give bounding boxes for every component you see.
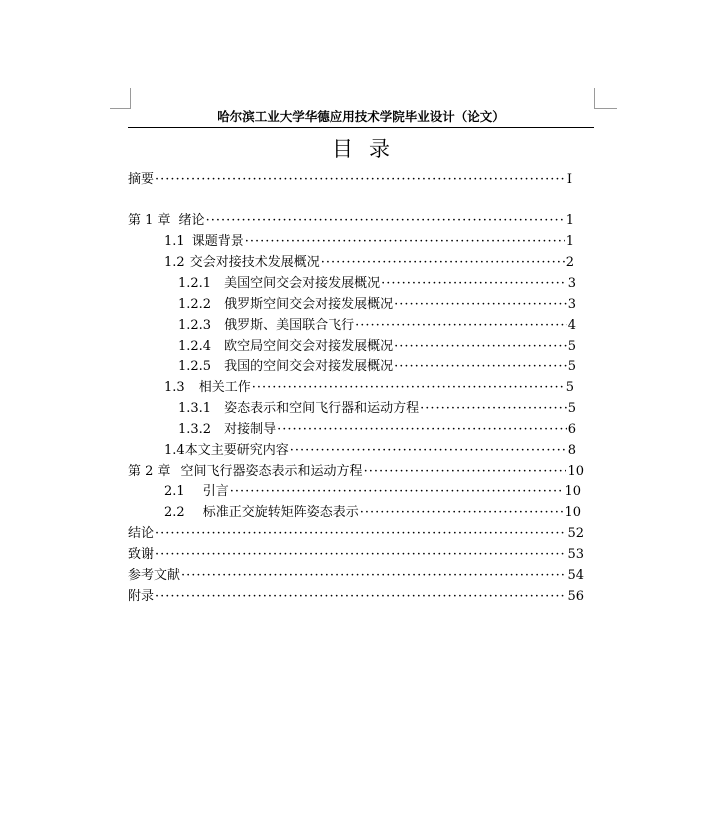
toc-entry-number: 1.2 xyxy=(164,255,185,270)
toc-dot-leader xyxy=(181,566,566,586)
toc-entry-number: 1.1 xyxy=(164,234,185,249)
toc-entry-page-number: 5 xyxy=(567,359,576,374)
toc-entry-page-number: 53 xyxy=(567,547,584,562)
toc-entry[interactable] xyxy=(164,378,574,398)
toc-dot-leader xyxy=(355,316,567,336)
toc-entry-label: 空间飞行器姿态表示和运动方程 xyxy=(180,464,363,479)
toc-dot-leader xyxy=(420,399,567,419)
toc-entry[interactable] xyxy=(164,232,574,252)
toc-dot-leader xyxy=(381,274,567,294)
toc-entry-page-number: 8 xyxy=(567,443,576,458)
toc-dot-leader xyxy=(155,170,566,190)
toc-entry[interactable] xyxy=(128,524,584,544)
toc-entry-number: 第 1 章 xyxy=(128,213,171,228)
toc-entry-page-number: 56 xyxy=(567,589,584,604)
toc-entry-label: 摘要 xyxy=(128,172,155,187)
toc-entry-page-number: 2 xyxy=(565,255,574,270)
toc-entry-page-number: 4 xyxy=(567,318,576,333)
toc-dot-leader xyxy=(394,337,567,357)
toc-entry-label: 致谢 xyxy=(128,547,155,562)
toc-entry-page-number: 6 xyxy=(567,422,576,437)
toc-entry[interactable] xyxy=(128,587,584,607)
toc-entry[interactable] xyxy=(178,274,576,294)
page-header-title: 哈尔滨工业大学华德应用技术学院毕业设计（论文） xyxy=(217,109,505,124)
toc-entry[interactable] xyxy=(178,399,576,419)
toc-entry-label: 引言 xyxy=(202,484,229,499)
toc-entry-page-number: 5 xyxy=(565,380,574,395)
toc-entry[interactable] xyxy=(178,420,576,440)
toc-entry-label: 美国空间交会对接发展概况 xyxy=(224,276,381,291)
toc-entry-number: 1.4 xyxy=(164,443,185,458)
toc-entry[interactable] xyxy=(164,441,576,461)
toc-dot-leader xyxy=(360,503,564,523)
toc-dot-leader xyxy=(155,524,566,544)
toc-dot-leader xyxy=(155,587,566,607)
toc-entry[interactable] xyxy=(164,253,574,273)
toc-entry[interactable] xyxy=(164,503,581,523)
toc-entry[interactable] xyxy=(128,545,584,565)
toc-dot-leader xyxy=(277,420,567,440)
toc-dot-leader xyxy=(245,232,565,252)
toc-dot-leader xyxy=(364,462,567,482)
page-corner-mark-top-right xyxy=(594,88,617,109)
toc-entry-label: 俄罗斯空间交会对接发展概况 xyxy=(224,297,394,312)
toc-entry[interactable] xyxy=(178,337,576,357)
toc-entry-page-number: 1 xyxy=(565,234,574,249)
toc-dot-leader xyxy=(394,357,567,377)
toc-dot-leader xyxy=(252,378,565,398)
toc-entry-number: 1.2.5 xyxy=(178,359,212,374)
toc-entry[interactable] xyxy=(178,357,576,377)
toc-entry-page-number: 1 xyxy=(565,213,574,228)
toc-entry-label: 欧空局空间交会对接发展概况 xyxy=(224,339,394,354)
toc-dot-leader xyxy=(290,441,567,461)
toc-entry-label: 俄罗斯、美国联合飞行 xyxy=(224,318,355,333)
toc-entry-page-number: 5 xyxy=(567,401,576,416)
toc-entry-page-number: 10 xyxy=(564,484,581,499)
toc-entry-page-number: 10 xyxy=(567,464,584,479)
toc-entry-number: 1.3.2 xyxy=(178,422,212,437)
toc-dot-leader xyxy=(230,482,564,502)
toc-entry-number: 1.3.1 xyxy=(178,401,212,416)
toc-dot-leader xyxy=(206,211,565,231)
toc-entry-number: 第 2 章 xyxy=(128,464,171,479)
toc-entry-number: 1.3 xyxy=(164,380,185,395)
toc-entry[interactable] xyxy=(178,295,576,315)
toc-entry[interactable] xyxy=(128,211,574,231)
toc-entry-page-number: 5 xyxy=(567,339,576,354)
toc-entry-page-number: I xyxy=(566,172,572,187)
toc-entry-page-number: 52 xyxy=(567,526,584,541)
toc-entry-label: 参考文献 xyxy=(128,568,181,583)
toc-entry-label: 本文主要研究内容 xyxy=(184,443,289,458)
toc-entry-label: 交会对接技术发展概况 xyxy=(189,255,320,270)
toc-dot-leader xyxy=(394,295,567,315)
toc-entry-label: 对接制导 xyxy=(224,422,277,437)
toc-entry-number: 1.2.3 xyxy=(178,318,212,333)
toc-entry-label: 课题背景 xyxy=(191,234,244,249)
toc-entry-label: 我国的空间交会对接发展概况 xyxy=(224,359,394,374)
toc-entry-number: 1.2.4 xyxy=(178,339,212,354)
toc-entry-number: 2.1 xyxy=(164,484,185,499)
toc-entry-page-number: 3 xyxy=(567,276,576,291)
toc-entry-label: 姿态表示和空间飞行器和运动方程 xyxy=(224,401,420,416)
toc-entry-label: 标准正交旋转矩阵姿态表示 xyxy=(202,505,359,520)
toc-entry-number: 2.2 xyxy=(164,505,185,520)
toc-entry-page-number: 54 xyxy=(567,568,584,583)
toc-entry-label: 结论 xyxy=(128,526,155,541)
toc-entry[interactable] xyxy=(164,482,581,502)
toc-entry-number: 1.2.1 xyxy=(178,276,212,291)
toc-entry-label: 相关工作 xyxy=(198,380,251,395)
toc-entry[interactable] xyxy=(178,316,576,336)
toc-entry-page-number: 3 xyxy=(567,297,576,312)
page-corner-mark-top-left xyxy=(110,88,131,109)
toc-entry[interactable] xyxy=(128,566,584,586)
header-divider xyxy=(128,127,594,128)
toc-dot-leader xyxy=(321,253,565,273)
toc-entry-label: 附录 xyxy=(128,589,155,604)
toc-dot-leader xyxy=(155,545,566,565)
toc-title: 目录 xyxy=(332,137,406,161)
toc-entry[interactable] xyxy=(128,462,584,482)
toc-entry[interactable] xyxy=(128,170,572,190)
toc-entry-page-number: 10 xyxy=(564,505,581,520)
toc-entry-label: 绪论 xyxy=(178,213,205,228)
toc-entry-number: 1.2.2 xyxy=(178,297,212,312)
